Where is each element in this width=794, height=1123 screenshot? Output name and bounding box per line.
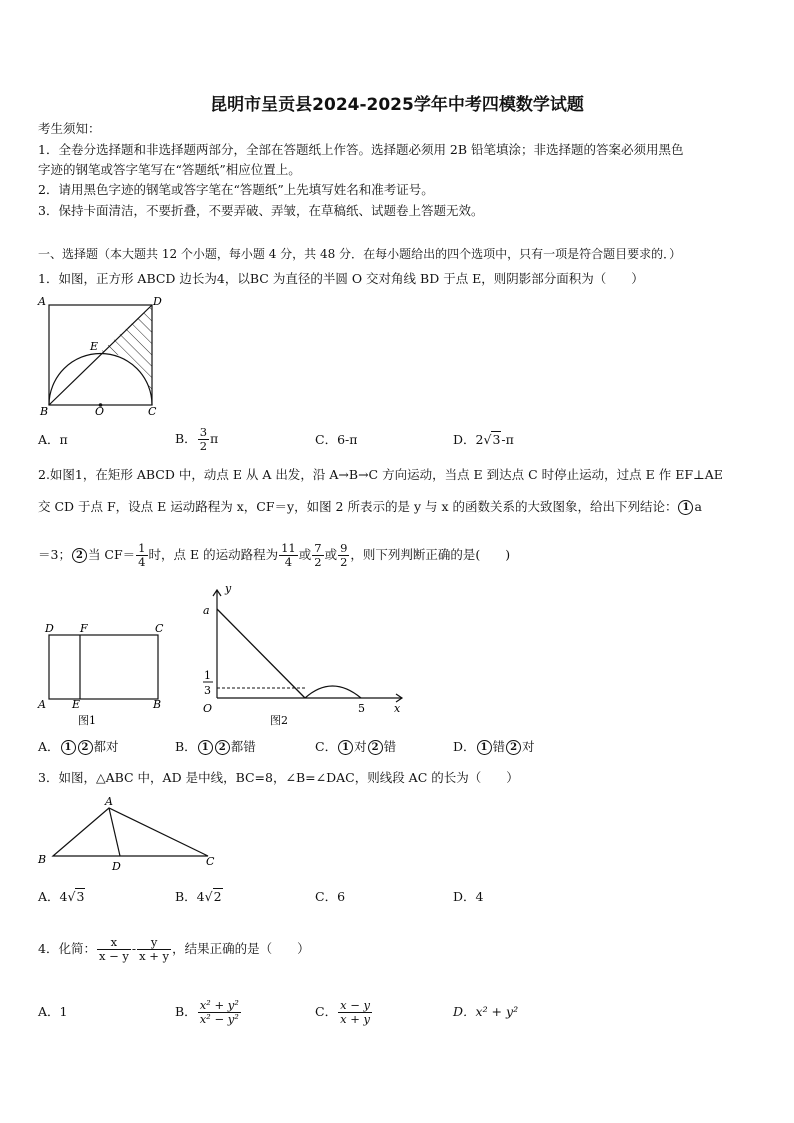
caption-fig-2: 图2	[270, 714, 288, 727]
q1-option-c[interactable]: C．6-π	[315, 432, 358, 447]
q2-figure-1	[35, 618, 175, 733]
caption-fig-1: 图1	[78, 714, 96, 727]
section-heading: 一、选择题（本大题共 12 个小题，每小题 4 分，共 48 分．在每小题给出的四个选项中，只有一项是符合题目要求的．）	[38, 247, 682, 261]
label-c: C	[155, 622, 164, 635]
label-b: B	[38, 853, 47, 866]
notice-line-3: 2．请用黑色字迹的钢笔或答字笔在“答题纸”上先填写姓名和准考证号。	[38, 182, 434, 197]
label-y: y	[225, 582, 232, 595]
q4-option-b[interactable]: B． $\frac{\text{x² + y²}}{\text{x² − y²}}$	[175, 998, 239, 1026]
q2-option-c[interactable]: C． 1 对 2 错	[315, 739, 397, 754]
label-d: D	[112, 860, 121, 873]
q4-option-d[interactable]: D．x² + y²	[453, 1004, 519, 1019]
notice-line-4: 3．保持卡面清洁，不要折叠，不要弄破、弄皱，在草稿纸、试题卷上答题无效。	[38, 203, 484, 218]
label-a: A	[38, 698, 46, 711]
q1-option-d[interactable]: D．2√3-π	[453, 432, 514, 447]
median-ad	[109, 808, 120, 856]
label-c: C	[206, 855, 215, 868]
label-o: O	[95, 405, 105, 418]
label-one: 1	[204, 669, 211, 682]
label-f: F	[80, 622, 88, 635]
label-c: C	[148, 405, 157, 418]
rectangle-abcd	[49, 635, 158, 699]
label-x: x	[394, 702, 401, 715]
q2-option-b[interactable]: B． 1 2 都错	[175, 739, 256, 754]
q1-option-b[interactable]: B． $\frac{3}{2}$ π	[175, 425, 219, 453]
q1-stem: 1．如图，正方形 ABCD 边长为4，以BC 为直径的半圆 O 交对角线 BD 于点 E，则阴影部分面积为（ ）	[38, 271, 644, 286]
q1-option-a[interactable]: A．π	[38, 432, 68, 447]
q2-figure-2	[197, 580, 407, 732]
label-five: 5	[358, 702, 365, 715]
shaded-region	[101, 305, 153, 405]
q3-stem: 3．如图，△ABC 中，AD 是中线，BC=8，∠B=∠DAC，则线段 AC 的长为（ ）	[38, 770, 519, 785]
graph-line	[217, 609, 305, 698]
label-b: B	[153, 698, 162, 711]
q2-line-3: ＝3； 2 当 CF＝ $\frac{1}{4}$ 时，点 E 的运动路程为 $\frac{11}{4}$ 或 $\frac{7}{2}$ 或 $\frac{9}{2}$ ，则下列判断正确的是( )	[38, 541, 511, 569]
label-b: B	[40, 405, 49, 418]
label-three: 3	[204, 684, 211, 697]
q3-option-d[interactable]: D．4	[453, 889, 484, 904]
q3-figure	[35, 794, 220, 874]
q4-stem: 4．化简： $\frac{x}{x - y}$ - $\frac{y}{x + y}$ ，结果正确的是（ ）	[38, 935, 310, 963]
q3-option-a[interactable]: A．4√3	[38, 889, 85, 904]
q4-option-c[interactable]: C． $\frac{x - y}{x + y}$	[315, 998, 371, 1026]
label-a: a	[203, 604, 210, 617]
q3-option-b[interactable]: B．4√2	[175, 889, 222, 904]
q2-line-2: 交 CD 于点 F，设点 E 运动路程为 x，CF＝y，如图 2 所表示的是 y 与 x 的函数关系的大致图象，给出下列结论： 1 a	[38, 499, 702, 514]
page-title: 昆明市呈贡县2024-2025学年中考四模数学试题	[210, 95, 584, 115]
q2-line-1: 2.如图1，在矩形 ABCD 中，动点 E 从 A 出发，沿 A→B→C 方向运动，当点 E 到达点 C 时停止运动，过点 E 作 EF⊥AE	[38, 467, 723, 482]
label-a: A	[38, 295, 46, 308]
graph-arc	[305, 686, 361, 698]
triangle-abc	[53, 808, 208, 856]
label-e: E	[72, 698, 81, 711]
q4-option-a[interactable]: A．1	[38, 1004, 68, 1019]
q3-option-c[interactable]: C．6	[315, 889, 346, 904]
label-e: E	[90, 340, 99, 353]
label-o: O	[203, 702, 213, 715]
q1-figure	[35, 295, 165, 420]
notice-heading: 考生须知：	[38, 121, 101, 136]
label-a: A	[105, 795, 113, 808]
label-d: D	[45, 622, 54, 635]
notice-line-2: 字迹的钢笔或答字笔写在“答题纸”相应位置上。	[38, 162, 301, 177]
q2-option-a[interactable]: A． 1 2 都对	[38, 739, 119, 754]
notice-line-1: 1．全卷分选择题和非选择题两部分，全部在答题纸上作答。选择题必须用 2B 铅笔填涂；非选择题的答案必须用黑色	[38, 142, 684, 157]
q2-option-d[interactable]: D． 1 错 2 对	[453, 739, 535, 754]
label-d: D	[153, 295, 162, 308]
